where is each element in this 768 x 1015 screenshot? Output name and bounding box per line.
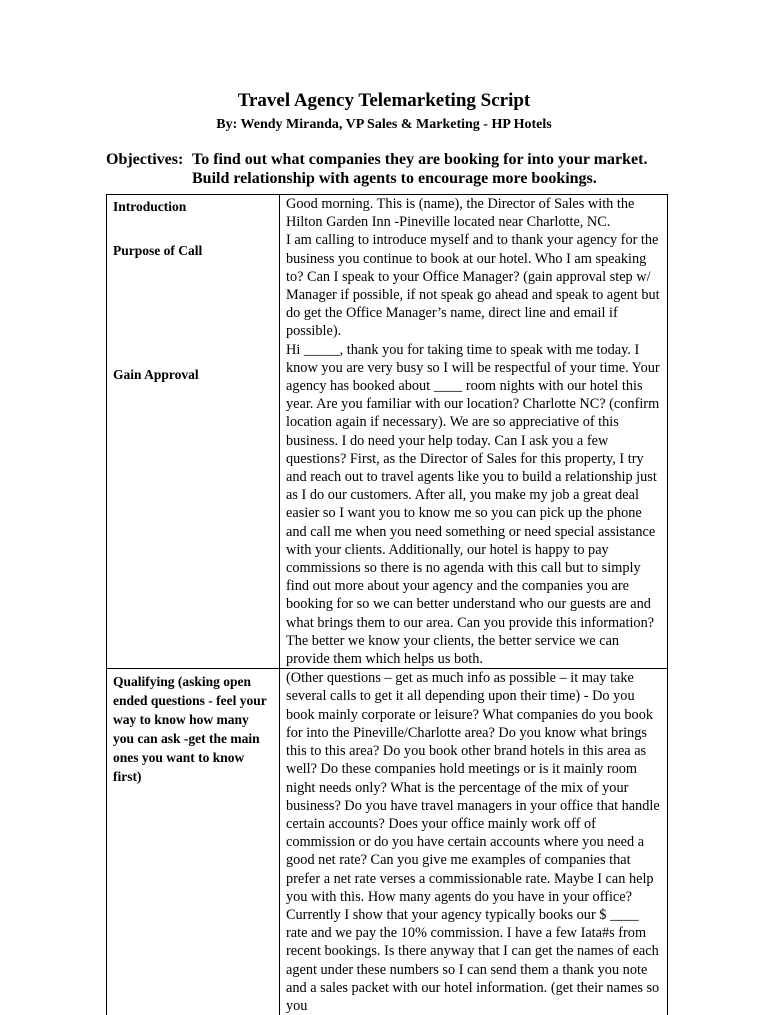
document-byline: By: Wendy Miranda, VP Sales & Marketing - HP Hotels: [216, 117, 552, 132]
section-label-purpose: Purpose of Call: [113, 243, 203, 259]
script-paragraph-purpose: I am calling to introduce myself and to thank your agency for the business you continue to book at our hotel. Who I am speaking to? Can I speak to your Office Manager? (gain approval step w/ Manager if possible, if not speak go ahead and speak to agent but do get the Office Manager’s name, direct line and email if possible).: [286, 232, 660, 340]
objective-item: Build relationship with agents to encourage more bookings.: [192, 170, 597, 187]
document-title: Travel Agency Telemarketing Script: [237, 90, 531, 111]
script-table: [106, 194, 668, 1015]
script-paragraph-qualifying: (Other questions – get as much info as possible – it may take several calls to get it all depending upon their time) - Do you book mainly corporate or leisure? What companies do you book for into the Pineville/Charlotte area? Do you know what brings this to this area? Do you book other brand hotels in this area as well? Do these companies hold meetings or is it mainly room night needs only? What is the percentage of the mix of your business? Do you have travel managers in your office that handle certain accounts? Does your office mainly work off of commission or do you have certain accounts where you need a good net rate? Can you give me examples of companies that prefer a net rate verses a commissionable rate. Maybe I can help you with this. How many agents do you have in your office? Currently I show that your agency typically books our $ ____ rate and we pay the 10% commission. I have a few Iata#s from recent bookings. Is there anyway that I can get the names of each agent under these numbers so I can send them a thank you note and a sales packet with our hotel information. (get their names so you: [286, 670, 660, 1014]
objectives-row-2: [106, 169, 726, 188]
objectives-label: Objectives:: [106, 151, 184, 168]
table-row: [107, 669, 668, 1015]
section-label-qualifying: Qualifying (asking open ended questions - feel your way to know how many you can ask -get the main ones you want to know first): [113, 674, 267, 785]
section-label-cell: [107, 669, 280, 1015]
section-labels-cell: [107, 195, 280, 669]
script-paragraph-gain-approval: Hi _____, thank you for taking time to speak with me today. I know you are very busy so I will be respectful of your time. Your agency has booked about ____ room nights with our hotel this year. Are you familiar with our location? Charlotte NC? (confirm location again if necessary). We are so appreciative of this business. I do need your help today. Can I ask you a few questions? First, as the Director of Sales for this property, I try and reach out to travel agents like you to build a relationship just as I do our customers. After all, you make my job a great deal easier so I want you to know me so you can pick up the phone and call me when you need something or need special assistance with your clients. Additionally, our hotel is happy to pay commissions so there is no agenda with this call but to simply find out more about your agency and the companies you are booking for so we can better understand who our guests are and what brings them to our area. Can you provide this information? The better we know your clients, the better service we can provide them which helps us both.: [286, 341, 660, 668]
script-text-cell: [280, 195, 668, 669]
objectives-row-1: [106, 150, 726, 169]
script-text-cell: [280, 669, 668, 1015]
table-row: [107, 195, 668, 669]
objective-item: To find out what companies they are booking for into your market.: [192, 151, 648, 168]
objectives-block: [106, 150, 726, 188]
script-paragraph-introduction: Good morning. This is (name), the Director of Sales with the Hilton Garden Inn -Pineville located near Charlotte, NC.: [286, 196, 635, 231]
section-label-gain-approval: Gain Approval: [113, 367, 199, 383]
section-label-introduction: Introduction: [113, 199, 187, 214]
